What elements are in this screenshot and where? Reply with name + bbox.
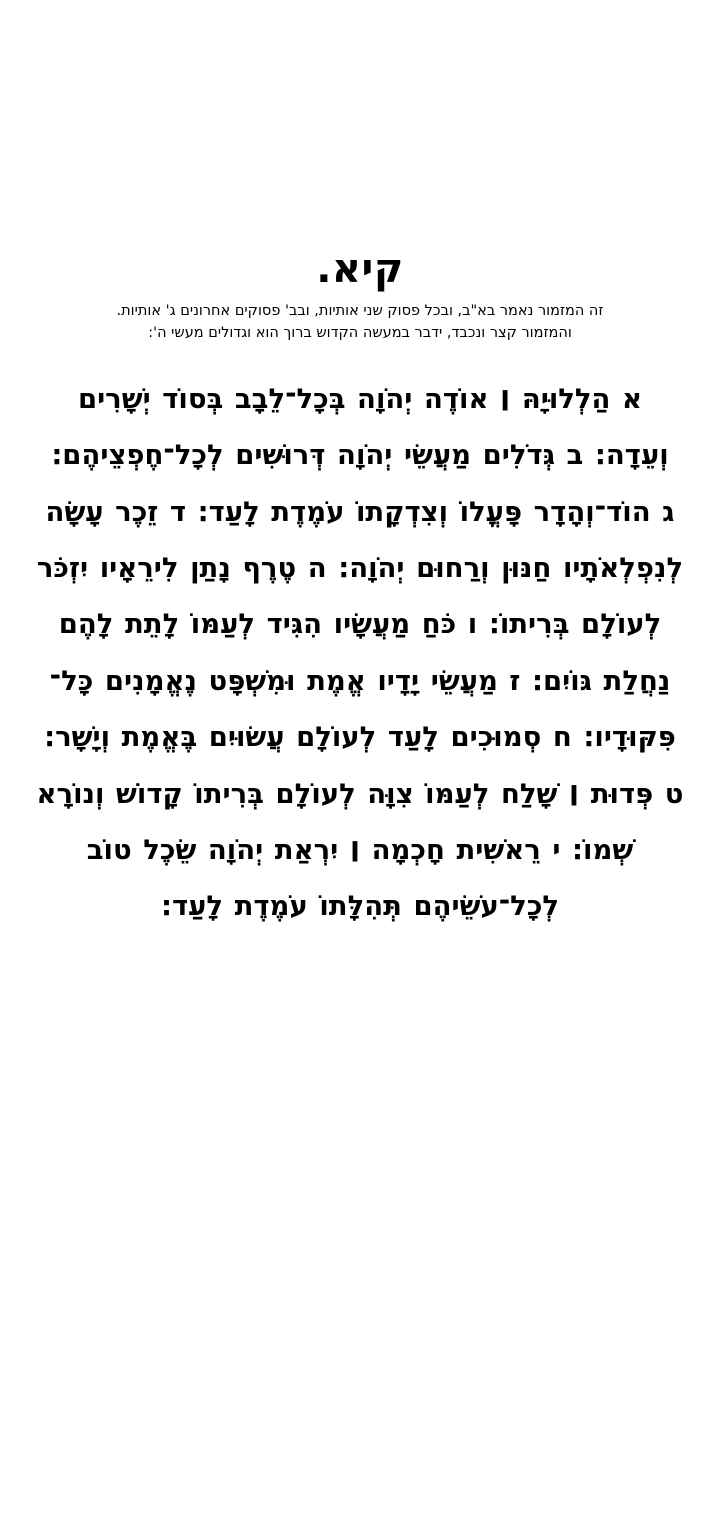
psalm-line: לְעוֹלָם בְּרִיתוֹ: ו כֹּחַ מַעֲשָׂיו הִגִּיד לְעַמּוֹ לָתֵת לָהֶם xyxy=(58,608,662,641)
chapter-number: קיא. xyxy=(316,246,404,292)
psalm-body xyxy=(10,371,710,935)
psalm-line: לְנִפְלְאֹתָיו חַנּוּן וְרַחוּם יְהֹוָה: ה טֶרֶף נָתַן לִירֵאָיו יִזְכֹּר xyxy=(36,552,684,585)
intro-line: והמזמור קצר ונכבד, ידבר במעשה הקדוש ברוך הוא וגדולים מעשי ה': xyxy=(148,325,572,342)
psalm-line: וְעֵדָה: ב גְּדֹלִים מַעֲשֵׂי יְהֹוָה דְּרוּשִׁים לְכָל־חֶפְצֵיהֶם: xyxy=(51,439,669,472)
psalm-line: לְכָל־עֹשֵׂיהֶם תְּהִלָּתוֹ עֹמֶדֶת לָעַד: xyxy=(160,890,560,923)
psalm-line: פִּקּוּדָיו: ח סְמוּכִים לָעַד לְעוֹלָם עֲשׂוּיִם בֶּאֱמֶת וְיָשָׁר: xyxy=(44,721,676,754)
chapter-introduction xyxy=(10,300,710,345)
psalm-line: שְׁמוֹ: י רֵאשִׁית חָכְמָה ׀ יִרְאַת יְהֹוָה שֵׂכֶל טוֹב xyxy=(86,833,634,866)
psalm-line: ג הוֹד־וְהָדָר פָּעֳלוֹ וְצִדְקָתוֹ עֹמֶדֶת לָעַד: ד זֵכֶר עָשָׂה xyxy=(45,495,675,528)
psalm-line: ט פְּדוּת ׀ שָׁלַח לְעַמּוֹ צִוָּה לְעוֹלָם בְּרִיתוֹ קָדוֹשׁ וְנוֹרָא xyxy=(36,777,684,810)
psalm-line: א הַלְלוּיָהּ ׀ אוֹדֶה יְהֹוָה בְּכָל־לֵבָב בְּסוֹד יְשָׁרִים xyxy=(77,382,643,415)
psalm-line: נַחֲלַת גּוֹיִם: ז מַעֲשֵׂי יָדָיו אֱמֶת וּמִשְׁפָּט נֶאֱמָנִים כָּל־ xyxy=(49,664,671,697)
psalm-page xyxy=(0,248,720,1528)
intro-line: זה המזמור נאמר בא"ב, ובכל פסוק שני אותיות, ובב' פסוקים אחרונים ג' אותיות. xyxy=(116,303,604,319)
